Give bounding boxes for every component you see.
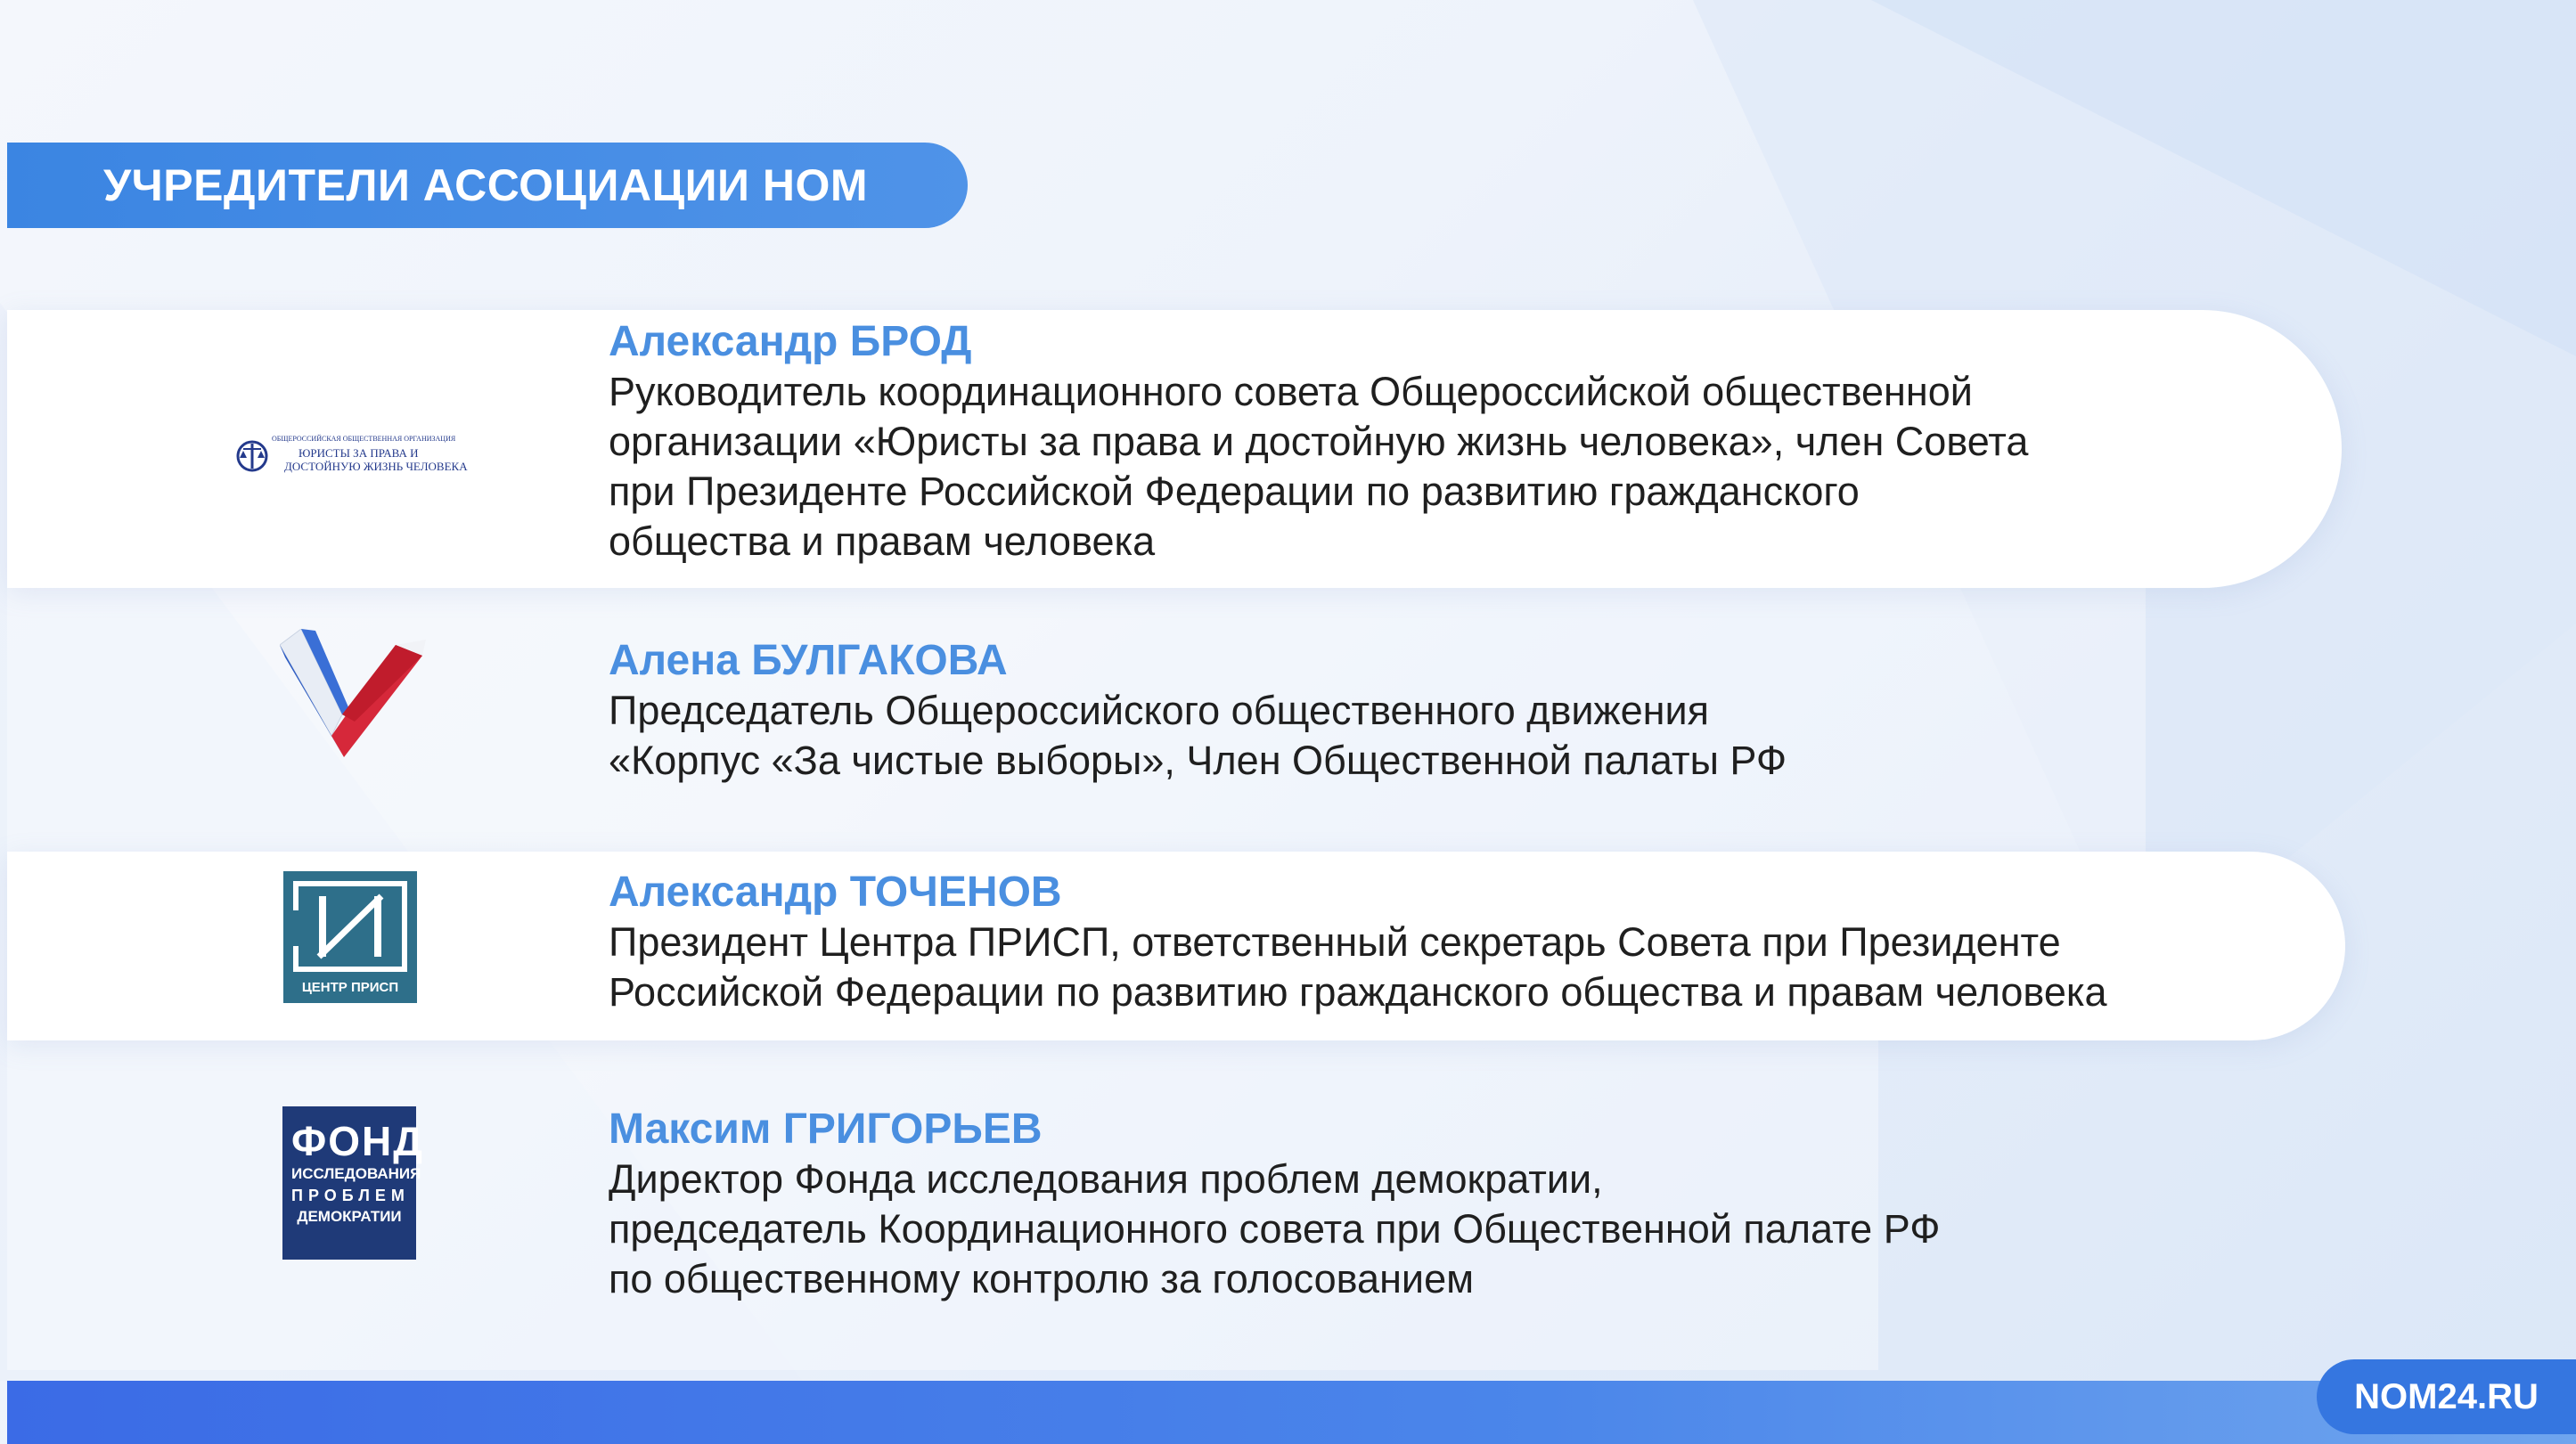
founder-desc-line: Президент Центра ПРИСП, ответственный секретарь Совета при Президенте bbox=[609, 919, 2061, 965]
founder-desc-line: общества и правам человека bbox=[609, 518, 1156, 564]
founder-name: Максим ГРИГОРЬЕВ bbox=[609, 1105, 1043, 1153]
bottom-bar bbox=[7, 1381, 2576, 1444]
clean-elections-logo bbox=[280, 629, 426, 757]
founder-desc-line: Российской Федерации по развитию гражданского общества и правам человека bbox=[609, 969, 2107, 1015]
page-title-pill bbox=[7, 143, 968, 228]
founder-desc-line: Председатель Общероссийского общественного движения bbox=[609, 688, 1710, 733]
founder-entry-3 bbox=[609, 868, 2107, 1017]
lawyers-org-logo bbox=[236, 433, 477, 483]
prisp-logo bbox=[283, 871, 417, 1003]
fond-logo-line4: ДЕМОКРАТИИ bbox=[297, 1208, 402, 1225]
founder-entry-1 bbox=[609, 317, 2028, 567]
site-link[interactable]: NOM24.RU bbox=[2354, 1376, 2539, 1416]
fond-logo-line1: ФОНД bbox=[291, 1118, 425, 1164]
prisp-logo-icon bbox=[283, 871, 417, 978]
founder-name: Александр БРОД bbox=[609, 318, 972, 365]
founder-desc-line: Директор Фонда исследования проблем демократии, bbox=[609, 1156, 1603, 1202]
founder-desc-line: организации «Юристы за права и достойную жизнь человека», член Совета bbox=[609, 419, 2029, 464]
founder-desc-line: Руководитель координационного совета Общероссийской общественной bbox=[609, 369, 1973, 414]
founder-entry-2 bbox=[609, 636, 1787, 786]
founder-name: Алена БУЛГАКОВА bbox=[609, 637, 1008, 684]
founder-desc-line: по общественному контролю за голосованием bbox=[609, 1256, 1475, 1301]
fond-logo-line3: ПРОБЛЕМ bbox=[291, 1187, 410, 1204]
page-title: УЧРЕДИТЕЛИ АССОЦИАЦИИ НОМ bbox=[103, 160, 869, 210]
tricolor-checkmark-icon bbox=[280, 629, 426, 757]
founder-desc-line: «Корпус «За чистые выборы», Член Общественной палаты РФ bbox=[609, 738, 1787, 783]
fond-logo-line2: ИССЛЕДОВАНИЯ bbox=[291, 1165, 421, 1182]
logo-text-line2: ДОСТОЙНУЮ ЖИЗНЬ ЧЕЛОВЕКА bbox=[284, 460, 468, 473]
founder-name: Александр ТОЧЕНОВ bbox=[609, 869, 1062, 916]
site-link-pill[interactable] bbox=[2317, 1359, 2576, 1434]
prisp-logo-caption: ЦЕНТР ПРИСП bbox=[301, 980, 399, 995]
founder-desc-line: при Президенте Российской Федерации по развитию гражданского bbox=[609, 469, 1860, 514]
fond-logo bbox=[282, 1106, 425, 1260]
logo-small-text: ОБЩЕРОССИЙСКАЯ ОБЩЕСТВЕННАЯ ОРГАНИЗАЦИЯ bbox=[272, 435, 456, 443]
founder-entry-4 bbox=[609, 1105, 1940, 1304]
logo-text-line1: ЮРИСТЫ ЗА ПРАВА И bbox=[298, 446, 419, 460]
founder-desc-line: председатель Координационного совета при Общественной палате РФ bbox=[609, 1206, 1941, 1252]
